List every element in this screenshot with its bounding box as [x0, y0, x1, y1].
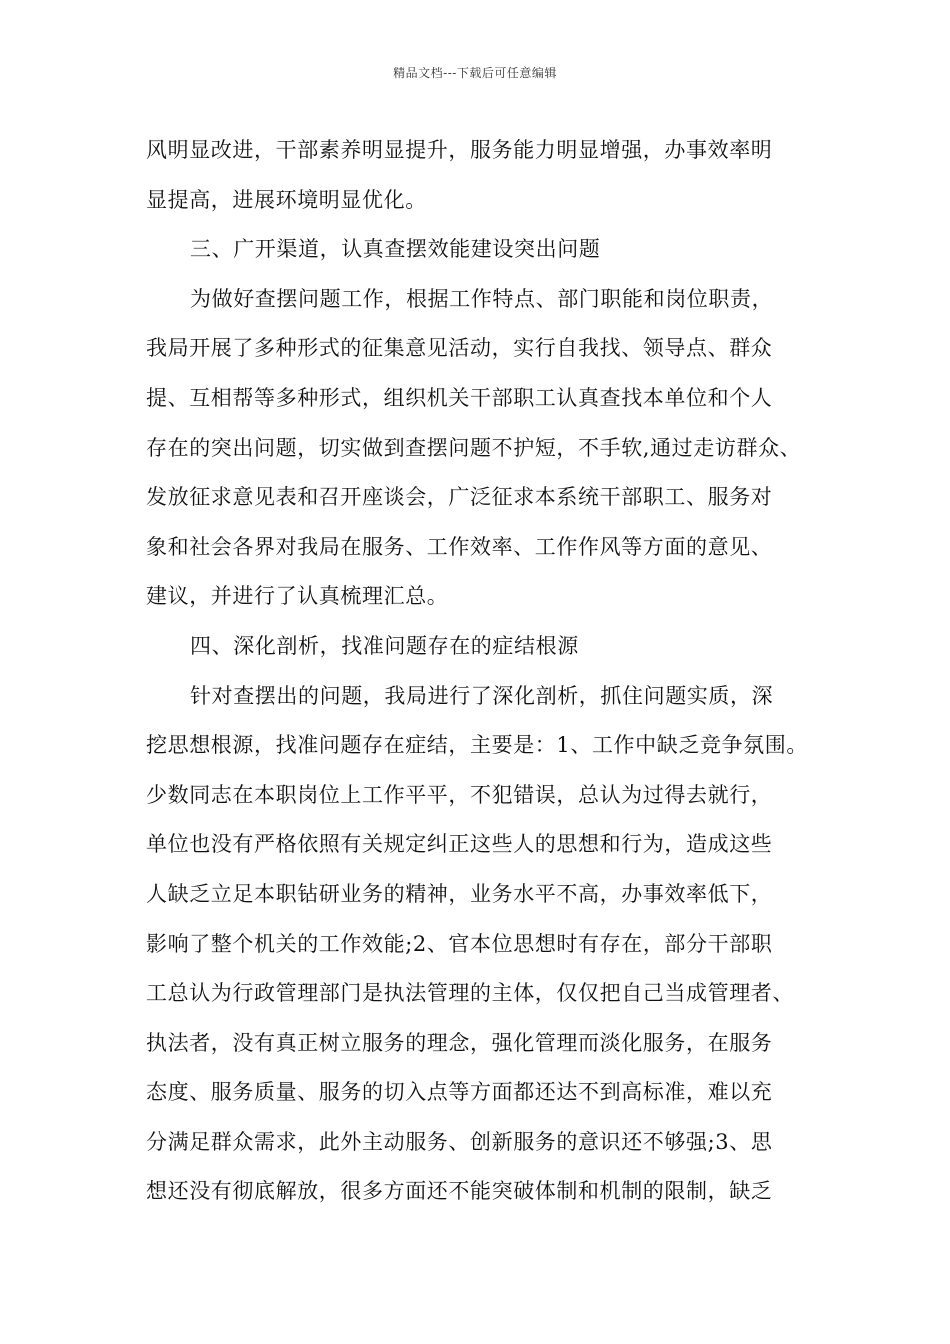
document-body [146, 126, 846, 1217]
text-line: 单位也没有严格依照有关规定纠正这些人的思想和行为，造成这些 [146, 832, 773, 857]
text-line: 人缺乏立足本职钻研业务的精神，业务水平不高，办事效率低下， [146, 881, 773, 906]
text-line: 分满足群众需求，此外主动服务、创新服务的意识还不够强;3、思 [146, 1129, 773, 1154]
section-heading: 三、广开渠道，认真查摆效能建设突出问题 [190, 237, 601, 262]
text-line: 提、互相帮等多种形式，组织机关干部职工认真查找本单位和个人 [146, 385, 773, 410]
page-header: 精品文档---下载后可任意编辑 [393, 66, 557, 80]
text-line: 态度、服务质量、服务的切入点等方面都还达不到高标准，难以充 [146, 1080, 773, 1105]
text-line: 建议，并进行了认真梳理汇总。 [146, 584, 449, 609]
text-line: 显提高，进展环境明显优化。 [146, 187, 427, 212]
text-line: 我局开展了多种形式的征集意见活动，实行自我找、领导点、群众 [146, 336, 773, 361]
text-line: 发放征求意见表和召开座谈会，广泛征求本系统干部职工、服务对 [146, 485, 773, 510]
text-line: 工总认为行政管理部门是执法管理的主体，仅仅把自己当成管理者、 [146, 981, 794, 1006]
text-line: 执法者，没有真正树立服务的理念，强化管理而淡化服务，在服务 [146, 1030, 773, 1055]
text-line: 存在的突出问题，切实做到查摆问题不护短，不手软,通过走访群众、 [146, 435, 802, 460]
paragraph-first-line: 为做好查摆问题工作，根据工作特点、部门职能和岗位职责， [190, 286, 774, 311]
text-line: 影响了整个机关的工作效能;2、官本位思想时有存在，部分干部职 [146, 931, 773, 956]
text-line: 少数同志在本职岗位上工作平平，不犯错误，总认为过得去就行， [146, 782, 773, 807]
text-line: 挖思想根源，找准问题存在症结，主要是：1、工作中缺乏竞争氛围。 [146, 733, 808, 758]
paragraph-first-line: 针对查摆出的问题，我局进行了深化剖析，抓住问题实质，深 [190, 683, 774, 708]
text-line: 象和社会各界对我局在服务、工作效率、工作作风等方面的意见、 [146, 534, 773, 559]
section-heading: 四、深化剖析，找准问题存在的症结根源 [190, 633, 579, 658]
text-line: 想还没有彻底解放，很多方面还不能突破体制和机制的限制，缺乏 [146, 1179, 773, 1204]
text-line: 风明显改进，干部素养明显提升，服务能力明显增强，办事效率明 [146, 138, 773, 162]
